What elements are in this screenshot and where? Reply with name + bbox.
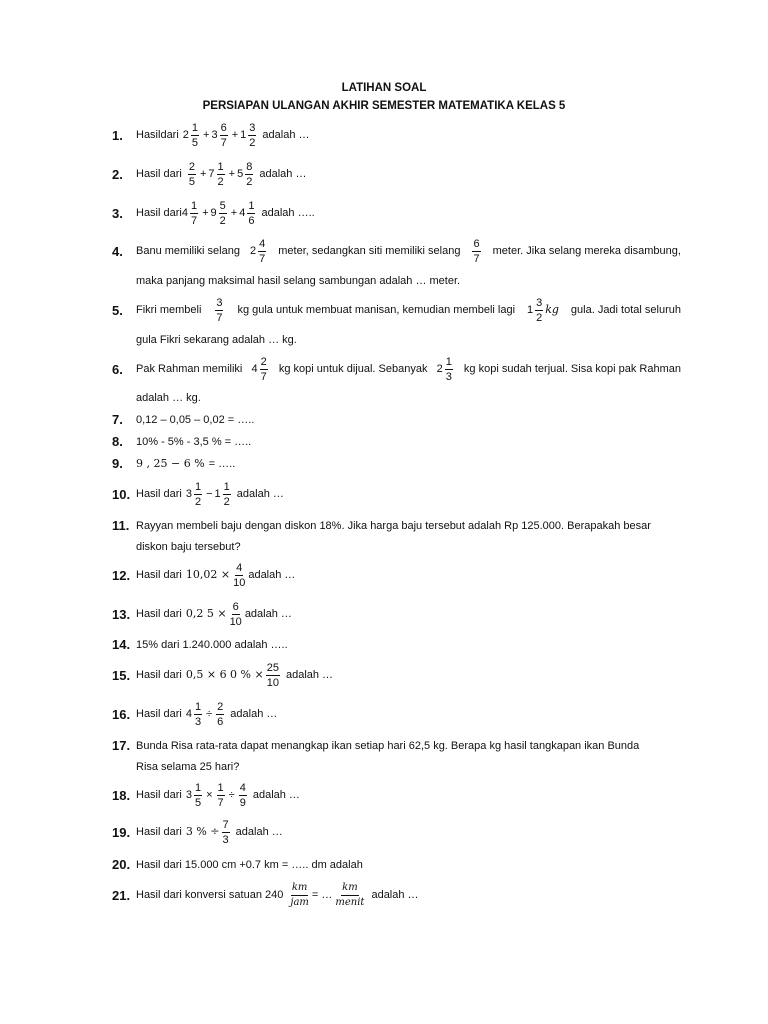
question-text: 10% - 5% - 3,5 % = ….. — [136, 436, 252, 448]
question-text: Hasil dari — [136, 207, 182, 219]
fraction: $\frac{8}{2}$ — [246, 160, 253, 188]
fraction: $\frac{7}{3}$ — [222, 818, 229, 846]
question-text: adalah … — [248, 569, 296, 581]
fraction: $\frac{1}{5}$ — [191, 121, 199, 149]
whole-number: 9 — [210, 207, 217, 219]
question-number: 2. — [112, 167, 123, 182]
question-number: 11. — [112, 518, 130, 533]
whole-number: 4 — [181, 207, 188, 219]
question-text: Rayyan membeli baju dengan diskon 18%. Jika harga baju tersebut adalah Rp 125.000. Berapakah besar — [136, 520, 651, 532]
fraction: $\frac{1}{3}$ — [445, 355, 452, 383]
question-text: diskon baju tersebut? — [136, 541, 241, 553]
operator: + — [199, 168, 207, 180]
question-number: 1. — [112, 128, 123, 143]
question-text: 15% dari 1.240.000 adalah ….. — [136, 639, 288, 651]
whole-number: 1 — [526, 304, 534, 316]
fraction: $\frac{1}{2}$ — [223, 480, 230, 508]
question-number: 5. — [112, 303, 123, 318]
page-title: LATIHAN SOAL — [341, 82, 427, 94]
whole-number: 7 — [208, 168, 215, 180]
question-number: 4. — [112, 244, 123, 259]
question-text: kg kopi sudah terjual. Sisa kopi pak Rahman — [463, 363, 681, 375]
question-number: 21. — [112, 888, 131, 903]
question-text: Hasil dari konversi satuan 240 — [136, 889, 284, 901]
question-text: meter. Jika selang mereka disambung, — [492, 245, 681, 257]
question-text: Hasildari — [136, 129, 179, 141]
operator: ÷ — [228, 789, 235, 801]
question-text: maka panjang maksimal hasil selang sambungan adalah … meter. — [136, 275, 461, 287]
unit-symbol: kg — [545, 303, 559, 316]
fraction: $\frac{6}{7}$ — [220, 121, 227, 149]
question-text: adalah ….. — [261, 207, 315, 219]
fraction: $\frac{4}{7}$ — [259, 237, 266, 265]
question-number: 20. — [112, 857, 131, 872]
question-text: Fikri membeli — [136, 304, 202, 316]
fraction: $\frac{1}{7}$ — [190, 199, 198, 227]
question-text: Hasil dari — [136, 708, 182, 720]
operator: × — [206, 789, 213, 801]
question-number: 15. — [112, 668, 131, 683]
question-text: adalah … — [230, 708, 278, 720]
question-text: meter, sedangkan siti memiliki selang — [278, 245, 461, 257]
whole-number: 1 — [240, 129, 247, 141]
whole-number: 3 — [185, 488, 192, 500]
operator: + — [228, 168, 236, 180]
whole-number: 5 — [237, 168, 244, 180]
fraction: $\frac{1}{5}$ — [194, 781, 202, 809]
question-text: Hasil dari 15.000 cm +0.7 km = ….. dm adalah — [136, 859, 363, 871]
operator: + — [203, 129, 210, 141]
question-text: adalah … — [371, 889, 419, 901]
question-number: 18. — [112, 788, 131, 803]
question-number: 9. — [112, 456, 123, 471]
operator: + — [231, 129, 239, 141]
fraction: $\frac{6}{7}$ — [473, 237, 480, 265]
question-number: 14. — [112, 637, 131, 652]
question-text: adalah … — [262, 129, 310, 141]
question-text: adalah … — [285, 669, 334, 681]
math-expression: 0,5 × 6 0 % × — [185, 668, 264, 681]
whole-number: 2 — [249, 245, 257, 257]
question-text: Risa selama 25 hari? — [136, 761, 240, 773]
fraction: $\frac{2}{7}$ — [260, 355, 267, 383]
whole-number: 4 — [251, 363, 258, 375]
question-text: 0,12 – 0,05 – 0,02 = ….. — [136, 414, 255, 426]
question-number: 8. — [112, 434, 123, 449]
question-text: kg kopi untuk dijual. Sebanyak — [278, 363, 428, 375]
fraction: $\frac{2}{5}$ — [188, 160, 195, 188]
question-text: adalah … — [236, 488, 284, 500]
question-text: adalah … — [259, 168, 307, 180]
operator: ÷ — [206, 708, 213, 720]
whole-number: 4 — [239, 207, 246, 219]
question-text: adalah … — [244, 608, 292, 620]
question-text: Hasil dari — [136, 826, 182, 838]
question-text: adalah … — [235, 826, 283, 838]
question-text: Hasil dari — [136, 488, 182, 500]
math-expression: 3 % ÷ — [185, 825, 220, 838]
fraction: $\frac{5}{2}$ — [219, 199, 226, 227]
fraction: $\frac{km}{\text{jam}}$ — [290, 881, 309, 908]
fraction: $\frac{3}{2}$ — [536, 296, 543, 324]
question-text: adalah … kg. — [136, 392, 201, 404]
operator: = … — [311, 889, 333, 901]
question-number: 3. — [112, 206, 123, 221]
question-text: Hasil dari — [136, 789, 182, 801]
question-number: 12. — [112, 568, 131, 583]
math-expression: 0,2 5 × — [185, 607, 227, 620]
fraction: $\frac{4}{9}$ — [239, 781, 246, 809]
fraction: $\frac{4}{10}$ — [233, 561, 246, 589]
whole-number: 1 — [214, 488, 221, 500]
operator: + — [230, 207, 238, 219]
question-number: 10. — [112, 487, 131, 502]
fraction: $\frac{2}{6}$ — [217, 700, 224, 728]
question-text: Banu memiliki selang — [136, 245, 240, 257]
fraction: $\frac{1}{7}$ — [217, 781, 224, 809]
page-subtitle: PERSIAPAN ULANGAN AKHIR SEMESTER MATEMATIKA KELAS 5 — [202, 100, 566, 112]
question-number: 17. — [112, 738, 131, 753]
fraction: $\frac{1}{3}$ — [194, 700, 202, 728]
question-text: gula. Jadi total seluruh — [570, 304, 681, 316]
question-text: Pak Rahman memiliki — [136, 363, 243, 375]
operator: + — [202, 207, 209, 219]
fraction: $\frac{1}{6}$ — [248, 199, 255, 227]
question-number: 7. — [112, 412, 123, 427]
whole-number: 2 — [182, 129, 189, 141]
whole-number: 3 — [185, 789, 192, 801]
whole-number: 2 — [436, 363, 443, 375]
question-text: Hasil dari — [136, 168, 182, 180]
fraction: $\frac{3}{2}$ — [249, 121, 256, 149]
question-text: = ….. — [208, 458, 236, 470]
operator: − — [206, 488, 213, 500]
question-text: gula Fikri sekarang adalah … kg. — [136, 334, 297, 346]
question-text: Hasil dari — [136, 569, 182, 581]
fraction: $\frac{3}{7}$ — [216, 296, 223, 324]
fraction: $\frac{1}{2}$ — [217, 160, 224, 188]
question-number: 19. — [112, 825, 131, 840]
question-text: Hasil dari — [136, 608, 182, 620]
fraction: $\frac{25}{10}$ — [266, 661, 279, 689]
whole-number: 3 — [211, 129, 218, 141]
question-text: Hasil dari — [136, 669, 182, 681]
math-expression: 10,02 × — [185, 568, 231, 581]
question-text: adalah … — [252, 789, 300, 801]
question-text: Bunda Risa rata-rata dapat menangkap ikan setiap hari 62,5 kg. Berapa kg hasil tangkapan ikan Bunda — [136, 740, 640, 752]
whole-number: 4 — [185, 708, 192, 720]
math-expression: 9 , 25 − 6 % — [136, 457, 205, 470]
question-number: 13. — [112, 607, 131, 622]
question-text: kg gula untuk membuat manisan, kemudian membeli lagi — [237, 304, 516, 316]
question-number: 16. — [112, 707, 131, 722]
fraction: $\frac{km}{\text{menit}}$ — [335, 881, 365, 908]
question-number: 6. — [112, 362, 123, 377]
fraction: $\frac{1}{2}$ — [194, 480, 202, 508]
fraction: $\frac{6}{10}$ — [229, 600, 242, 628]
